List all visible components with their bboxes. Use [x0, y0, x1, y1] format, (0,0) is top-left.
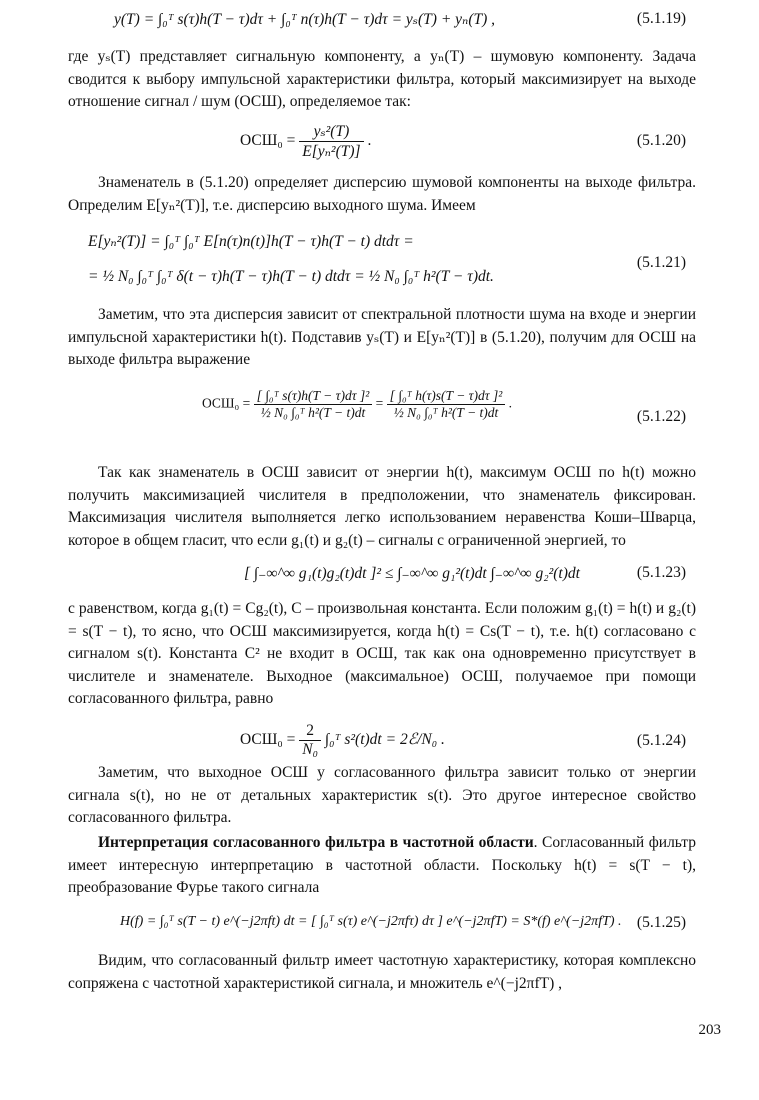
- equation-body: H(f) = ∫₀ᵀ s(T − t) e^(−j2πft) dt = [ ∫₀ᵀ s(τ) e^(−j2πfτ) dτ ] e^(−j2πfT) = S*(f) e^(−j2πfT) .: [120, 914, 622, 929]
- equation-body: y(T) = ∫₀ᵀ s(τ)h(T − τ)dτ + ∫₀ᵀ n(τ)h(T − τ)dτ = yₛ(T) + yₙ(T) ,: [114, 11, 496, 28]
- equation-number: (5.1.22): [636, 408, 686, 425]
- equation-5-1-24: [68, 718, 696, 766]
- paragraph-body: . Согласованный фильтр имеет интересную интерпретацию в частотной области. Поскольку h(t) = s(T − t), преобразование Фурье такого сигнала: [68, 834, 696, 896]
- equation-5-1-23: [68, 558, 696, 594]
- paragraph-matched-filter-energy: Заметим, что выходное ОСШ у согласованного фильтра зависит только от энергии сигнала s(t), но не от детальных характеристик s(t). Это другое интересное свойство согласованного фильтра.: [68, 764, 696, 826]
- paragraph-denominator-variance: Знаменатель в (5.1.20) определяет дисперсию шумовой компоненты на выходе фильтра. Определим E[yₙ²(T)], т.е. дисперсию выходного шума. Имеем: [68, 174, 696, 214]
- equation-number: (5.1.19): [636, 10, 686, 27]
- equation-number: (5.1.23): [636, 564, 686, 581]
- paragraph-frequency-interpretation: [68, 832, 696, 900]
- equation-tail: .: [508, 395, 513, 411]
- equation-5-1-19: [68, 8, 696, 34]
- fraction-right: [387, 388, 506, 421]
- equation-line-2: = ½ N₀ ∫₀ᵀ ∫₀ᵀ δ(t − τ)h(T − τ)h(T − t) dtdτ = ½ N₀ ∫₀ᵀ h²(T − τ)dt.: [88, 268, 494, 285]
- equation-number: (5.1.25): [636, 914, 686, 931]
- equation-5-1-25: [68, 908, 696, 944]
- fraction: [299, 122, 363, 161]
- fraction-denominator: E[yₙ²(T)]: [299, 141, 363, 161]
- section-heading: Интерпретация согласованного фильтра в частотной области: [98, 834, 534, 851]
- fraction-denominator: ½ N₀ ∫₀ᵀ h²(T − t)dt: [387, 404, 506, 421]
- equals-sign: =: [375, 395, 384, 411]
- equation-number: (5.1.20): [636, 132, 686, 149]
- paragraph-equality-condition: с равенством, когда g₁(t) = Cg₂(t), C – произвольная константа. Если положим g₁(t) = h(t) и g₂(t) = s(T − t), то ясно, что ОСШ максимизируется, когда h(t) = Cs(T − t), т.е. h(t) согласовано с сигналом s(t). Константа C² не входит в ОСШ, так как она одновременно присутствует в числителе и знаменателе. Выходное (максимальное) ОСШ, получаемое при помощи согласованного фильтра, равно: [68, 600, 696, 707]
- equation-lhs: ОСШ₀ =: [240, 731, 296, 749]
- equation-body: [ ∫₋∞^∞ g₁(t)g₂(t)dt ]² ≤ ∫₋∞^∞ g₁²(t)dt ∫₋∞^∞ g₂²(t)dt: [244, 565, 580, 582]
- equation-line-1: E[yₙ²(T)] = ∫₀ᵀ ∫₀ᵀ E[n(τ)n(t)]h(T − τ)h(T − t) dtdτ =: [88, 233, 414, 250]
- page-number: 203: [698, 1022, 721, 1038]
- equation-5-1-22: [68, 378, 696, 456]
- paragraph-conjugate-spectrum: Видим, что согласованный фильтр имеет частотную характеристику, которая комплексно сопряжена с частотной характеристикой сигнала, и множитель e^(−j2πfT) ,: [68, 952, 696, 992]
- equation-5-1-20: [68, 114, 696, 170]
- fraction: [299, 722, 321, 759]
- equation-tail: .: [367, 132, 372, 150]
- fraction-numerator: 2: [306, 722, 314, 739]
- fraction-numerator: [ ∫₀ᵀ s(τ)h(T − τ)dτ ]²: [256, 388, 370, 403]
- fraction-numerator: yₛ²(T): [313, 123, 350, 140]
- fraction-left: [254, 388, 373, 421]
- fraction-numerator: [ ∫₀ᵀ h(τ)s(T − τ)dτ ]²: [389, 388, 503, 403]
- equation-lhs: ОСШ₀ =: [202, 395, 251, 411]
- paragraph-signal-noise-components: где yₛ(T) представляет сигнальную компоненту, а yₙ(T) – шумовую компоненту. Задача сводится к выбору импульсной характеристики фильтра, который максимизирует на выходе отношение сигнал / шум (ОСШ), определяемое так:: [68, 48, 696, 110]
- paragraph-variance-dependence: Заметим, что эта дисперсия зависит от спектральной плотности шума на входе и энергии импульсной характеристики h(t). Подставив yₛ(T) и E[yₙ²(T)] в (5.1.20), получим для ОСШ на выходе фильтра выражение: [68, 306, 696, 368]
- equation-5-1-21: [68, 228, 696, 298]
- equation-rest: ∫₀ᵀ s²(t)dt = 2ℰ/N₀ .: [324, 731, 445, 749]
- fraction-denominator: ½ N₀ ∫₀ᵀ h²(T − t)dt: [254, 404, 373, 421]
- paragraph-cauchy-schwarz: Так как знаменатель в ОСШ зависит от энергии h(t), максимум ОСШ по h(t) можно получить максимизацией числителя в предположении, что знаменатель фиксирован. Максимизация числителя выполняется легко использованием неравенства Коши–Шварца, которое в общем гласит, что если g₁(t) и g₂(t) – сигналы с ограниченной энергией, то: [68, 464, 696, 549]
- equation-number: (5.1.24): [636, 732, 686, 749]
- equation-number: (5.1.21): [636, 254, 686, 271]
- fraction-denominator: N₀: [299, 740, 321, 759]
- equation-lhs: ОСШ₀ =: [240, 132, 296, 150]
